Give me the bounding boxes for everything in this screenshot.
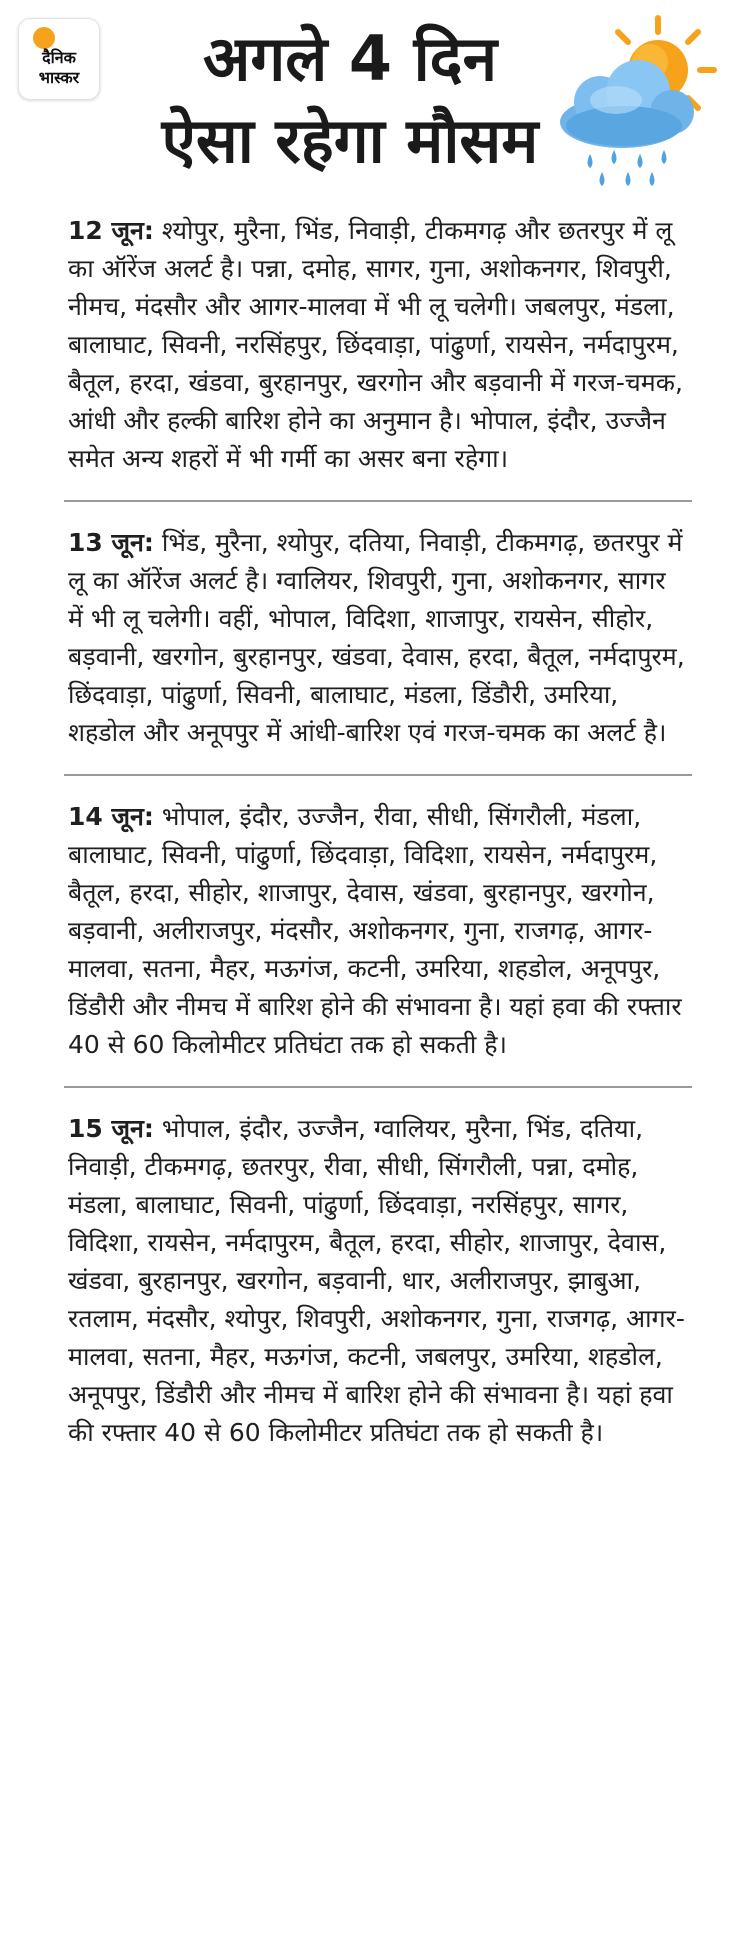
forecast-paragraph (68, 1110, 688, 1452)
rain-drops (588, 150, 667, 186)
forecast-day-section (68, 1110, 688, 1452)
forecast-day-label: 12 जून: (68, 216, 154, 245)
forecast-day-label: 14 जून: (68, 802, 154, 831)
forecast-day-label: 13 जून: (68, 528, 154, 557)
forecast-text: भोपाल, इंदौर, उज्जैन, रीवा, सीधी, सिंगरौली, मंडला, बालाघाट, सिवनी, पांढुर्णा, छिंदवाड़ा, विदिशा, रायसेन, नर्मदापुरम, बैतूल, हरदा, सीहोर, शाजापुर, देवास, खंडवा, बुरहानपुर, खरगोन, बड़वानी, अलीराजपुर, मंदसौर, अशोकनगर, गुना, राजगढ़, आगर-मालवा, सतना, मैहर, मऊगंज, कटनी, उमरिया, शहडोल, अनूपपुर, डिंडौरी और नीमच में बारिश होने की संभावना है। यहां हवा की रफ्तार 40 से 60 किलोमीटर प्रतिघंटा तक हो सकती है। (68, 802, 682, 1059)
logo-line1: दैनिक (42, 48, 76, 67)
section-divider (64, 500, 692, 502)
forecast-day-label: 15 जून: (68, 1114, 154, 1143)
forecast-day-section (68, 524, 688, 752)
forecast-content (68, 210, 688, 1452)
logo-line2: भास्कर (38, 68, 80, 87)
forecast-paragraph (68, 524, 688, 752)
forecast-day-section (68, 210, 688, 478)
section-divider (64, 774, 692, 776)
forecast-text: भोपाल, इंदौर, उज्जैन, ग्वालियर, मुरैना, भिंड, दतिया, निवाड़ी, टीकमगढ़, छतरपुर, रीवा, सीधी, सिंगरौली, पन्ना, दमोह, मंडला, बालाघाट, सिवनी, पांढुर्णा, छिंदवाड़ा, नरसिंहपुर, सागर, विदिशा, रायसेन, नर्मदापुरम, बैतूल, हरदा, सीहोर, शाजापुर, देवास, खंडवा, बुरहानपुर, खरगोन, बड़वानी, धार, अलीराजपुर, झाबुआ, रतलाम, मंदसौर, श्योपुर, शिवपुरी, अशोकनगर, गुना, राजगढ़, आगर-मालवा, सतना, मैहर, मऊगंज, कटनी, जबलपुर, उमरिया, शहडोल, अनूपपुर, डिंडौरी और नीमच में बारिश होने की संभावना है। यहां हवा की रफ्तार 40 से 60 किलोमीटर प्रतिघंटा तक हो सकती है। (68, 1114, 685, 1447)
forecast-paragraph (68, 798, 688, 1064)
forecast-text: श्योपुर, मुरैना, भिंड, निवाड़ी, टीकमगढ़ और छतरपुर में लू का ऑरेंज अलर्ट है। पन्ना, दमोह, सागर, गुना, अशोकनगर, शिवपुरी, नीमच, मंदसौर और आगर-मालवा में भी लू चलेगी। जबलपुर, मंडला, बालाघाट, सिवनी, नरसिंहपुर, छिंदवाड़ा, पांढुर्णा, रायसेन, नर्मदापुरम, बैतूल, हरदा, खंडवा, बुरहानपुर, खरगोन और बड़वानी में गरज-चमक, आंधी और हल्की बारिश होने का अनुमान है। भोपाल, इंदौर, उज्जैन समेत अन्य शहरों में भी गर्मी का असर बना रहेगा। (68, 216, 683, 473)
forecast-text: भिंड, मुरैना, श्योपुर, दतिया, निवाड़ी, टीकमगढ़, छतरपुर में लू का ऑरेंज अलर्ट है। ग्वालियर, शिवपुरी, गुना, अशोकनगर, सागर में भी लू चलेगी। वहीं, भोपाल, विदिशा, शाजापुर, रायसेन, सीहोर, बड़वानी, खरगोन, बुरहानपुर, खंडवा, देवास, हरदा, बैतूल, नर्मदापुरम, छिंदवाड़ा, पांढुर्णा, सिवनी, बालाघाट, मंडला, डिंडौरी, उमरिया, शहडोल और अनूपपुर में आंधी-बारिश एवं गरज-चमक का अलर्ट है। (68, 528, 685, 747)
forecast-day-section (68, 798, 688, 1064)
dainik-bhaskar-logo (18, 18, 100, 100)
title-line2: ऐसा रहेगा मौसम (161, 104, 539, 177)
section-divider (64, 1086, 692, 1088)
forecast-paragraph (68, 212, 688, 478)
header (0, 0, 730, 205)
title-line1: अगले 4 दिन (202, 22, 497, 95)
logo-sun-icon (33, 27, 55, 49)
sun-cloud-rain-icon (552, 14, 720, 194)
